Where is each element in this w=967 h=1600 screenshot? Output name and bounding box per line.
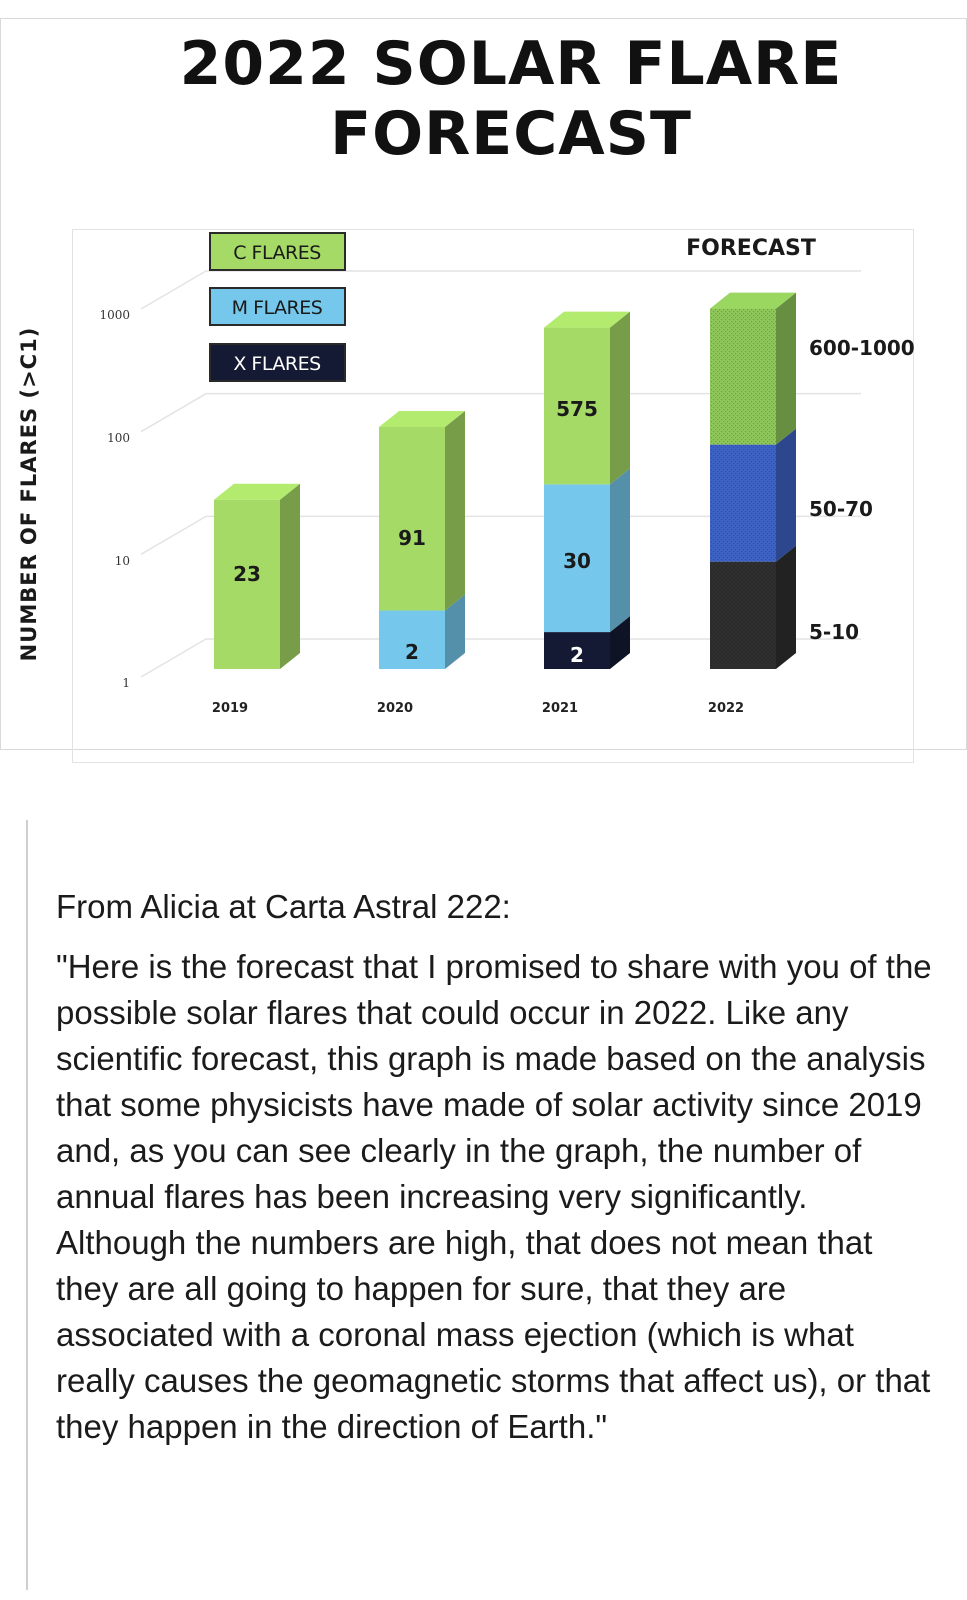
bar-segment-side	[776, 429, 796, 562]
bar-stack	[379, 411, 465, 669]
legend	[210, 233, 345, 381]
legend-item	[210, 344, 345, 381]
bar-value-label: 50-70	[809, 497, 873, 521]
x-axis	[212, 701, 744, 716]
bar-segment-texture	[710, 562, 776, 669]
bar-value-label: 5-10	[809, 620, 860, 644]
bar-segment-side	[280, 484, 300, 669]
legend-item	[210, 233, 345, 270]
bar-segment-side	[776, 293, 796, 445]
y-tick-label: 10	[114, 554, 130, 568]
bar-segment-side	[445, 411, 465, 611]
bar-stack	[710, 293, 915, 669]
legend-label: C FLARES	[233, 242, 321, 264]
x-tick-label: 2021	[541, 701, 579, 716]
bar-segment-texture	[710, 309, 776, 445]
caption-quote: "Here is the forecast that I promised to share with you of the possible solar flares that could occur in 2022. Like any scientific forecast, this graph is made based on the analysis that some physicists have made of solar activity since 2019 and, as you can see clearly in the graph, the number of annual flares has been increasing very significantly. Although the numbers are high, that does not mean that they are all going to happen for sure, that they are associated with a coronal mass ejection (which is what really causes the geomagnetic storms that affect us), or that they happen in the direction of Earth."	[56, 948, 932, 1445]
bar-value-label: 91	[398, 526, 426, 550]
legend-item	[210, 288, 345, 325]
bar-value-label: 23	[233, 562, 261, 586]
bar-segment-side	[776, 546, 796, 669]
chart-title: 2022 SOLAR FLARE FORECAST	[179, 29, 843, 169]
x-tick-label: 2020	[376, 701, 414, 716]
bar-value-label: 575	[556, 397, 598, 421]
chart-figure	[0, 18, 967, 750]
post-caption	[26, 820, 963, 1590]
y-tick-label: 1	[122, 676, 130, 690]
bar-value-label: 2	[405, 640, 419, 664]
bar-stack	[214, 484, 300, 669]
x-tick-label: 2022	[707, 701, 745, 716]
y-tick-label: 100	[107, 431, 130, 445]
bar-value-label: 30	[563, 549, 591, 573]
bar-segment-texture	[710, 445, 776, 562]
x-tick-label: 2019	[211, 701, 249, 716]
bar-segment-side	[610, 468, 630, 632]
bar-value-label: 600-1000	[809, 336, 915, 360]
y-ticks	[99, 308, 130, 690]
legend-label: X FLARES	[233, 353, 321, 375]
caption-attribution: From Alicia at Carta Astral 222:	[56, 888, 511, 925]
bar-value-label: 2	[570, 643, 584, 667]
bar-stack	[544, 312, 630, 669]
bar-segment-side	[610, 312, 630, 485]
stacked-bar-chart	[1, 19, 966, 749]
y-axis-label: NUMBER OF FLARES (>C1)	[17, 326, 41, 662]
forecast-label: FORECAST	[686, 236, 816, 261]
legend-label: M FLARES	[231, 297, 323, 319]
bar-segment-front	[379, 427, 445, 611]
y-tick-label: 1000	[99, 308, 130, 322]
